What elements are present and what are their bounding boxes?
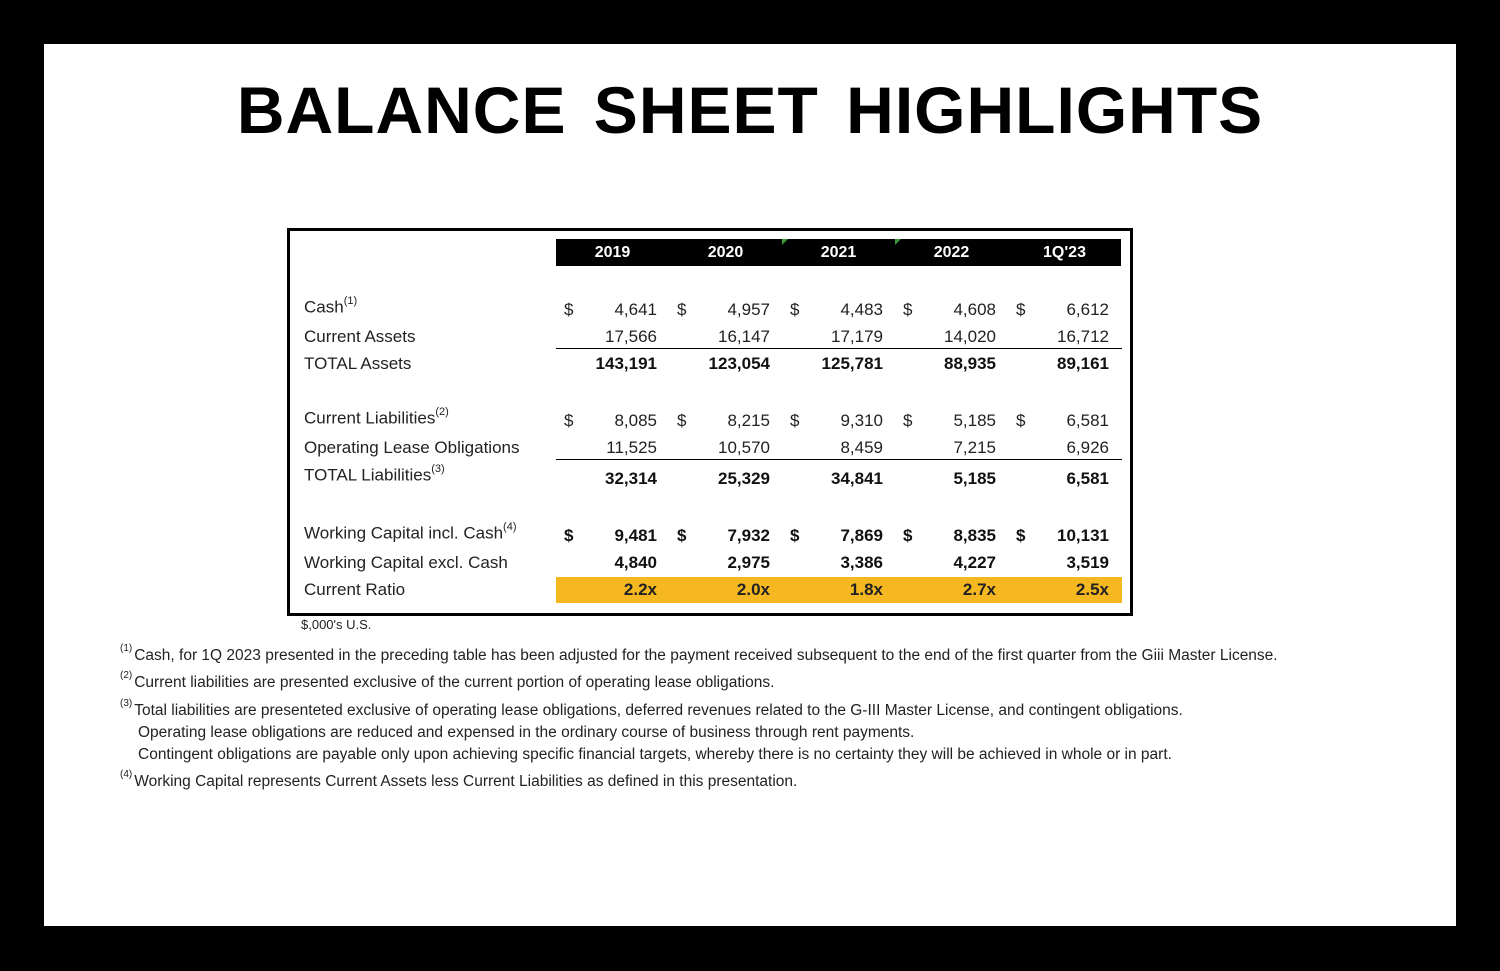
cell-value: 17,179 (831, 327, 883, 346)
row-label-total-assets: TOTAL Assets (304, 354, 412, 373)
footnote-marker: (2) (120, 670, 133, 681)
table-cell-current-ratio (556, 577, 669, 603)
table-cell-total-assets (782, 354, 895, 376)
footnote-marker: (4) (120, 769, 133, 780)
balance-sheet-table (287, 228, 1133, 616)
footnote-text: Cash, for 1Q 2023 presented in the preceding table has been adjusted for the payment received subsequent to the end of the first quarter from the Giii Master License. (134, 647, 1278, 665)
cell-value: 4,840 (614, 553, 657, 572)
cell-value: 2.0x (736, 580, 770, 599)
table-cell-total-liabilities (895, 469, 1008, 491)
table-cell-current-ratio (895, 577, 1008, 603)
row-label-wc-incl-cash: Working Capital incl. Cash$^{(4)}$ (304, 521, 517, 543)
dollar-sign: $ (677, 300, 687, 319)
table-cell-wc-excl (1008, 553, 1121, 575)
year-header-2022: 2022 (933, 244, 970, 261)
footnote-text: Operating lease obligations are reduced and expensed in the ordinary course of business through rent payments. (138, 724, 915, 742)
table-cell-current-assets (556, 327, 669, 349)
dollar-sign: $ (790, 411, 800, 430)
cell-value: 6,581 (1066, 469, 1109, 488)
cell-value: 11,525 (606, 438, 657, 457)
footnote-marker: (3) (120, 698, 133, 709)
cell-value: 7,932 (727, 526, 770, 545)
table-cell-wc-excl (782, 553, 895, 575)
cell-value: 2,975 (727, 553, 770, 572)
cell-value: 4,641 (614, 300, 657, 319)
cell-value: 8,835 (953, 526, 996, 545)
table-cell-wc-incl (1008, 526, 1121, 548)
table-cell-current-assets (1008, 327, 1121, 349)
year-header-2020: 2020 (707, 244, 744, 261)
table-cell-cash (556, 300, 669, 322)
cell-value: 5,185 (953, 469, 996, 488)
table-cell-current-assets (669, 327, 782, 349)
dollar-sign: $ (677, 411, 687, 430)
table-cell-current-ratio (1008, 577, 1121, 603)
table-cell-wc-incl (669, 526, 782, 548)
cell-value: 4,227 (953, 553, 996, 572)
footnote-text: Contingent obligations are payable only upon achieving specific financial targets, whereby there is no certainty they will be achieved in whole or in part. (138, 746, 1172, 764)
table-cell-current-ratio (669, 577, 782, 603)
page-title: BALANCE SHEET HIGHLIGHTS (236, 73, 1264, 147)
dollar-sign: $ (903, 411, 913, 430)
cell-value: 2.5x (1075, 580, 1109, 599)
table-cell-operating-lease (669, 438, 782, 460)
footnote-text: Current liabilities are presented exclusive of the current portion of operating lease obligations. (134, 674, 775, 692)
table-cell-total-liabilities (1008, 469, 1121, 491)
footnote-2 (120, 668, 774, 694)
footnote-marker: (1) (120, 643, 133, 654)
cell-value: 5,185 (953, 411, 996, 430)
cell-value: 16,712 (1057, 327, 1109, 346)
dollar-sign: $ (903, 526, 913, 545)
year-header-2021: 2021 (820, 244, 857, 261)
dollar-sign: $ (790, 526, 800, 545)
table-cell-total-assets (895, 354, 1008, 376)
cell-value: 2.2x (623, 580, 657, 599)
dollar-sign: $ (1016, 300, 1026, 319)
row-label-total-liabilities: TOTAL Liabilities$^{(3)}$ (304, 463, 445, 485)
slide (44, 44, 1456, 926)
units-note: $,000's U.S. (301, 617, 372, 632)
cell-value: 2.7x (962, 580, 996, 599)
cell-value: 4,957 (727, 300, 770, 319)
cell-value: 4,608 (953, 300, 996, 319)
cell-comment-marker (895, 239, 901, 245)
cell-value: 3,386 (840, 553, 883, 572)
cell-value: 8,085 (614, 411, 657, 430)
table-cell-total-liabilities (669, 469, 782, 491)
row-label-wc-excl-cash: Working Capital excl. Cash (304, 553, 508, 572)
table-cell-cash (895, 300, 1008, 322)
footnote-3 (120, 696, 1183, 766)
cell-value: 123,054 (708, 354, 770, 373)
table-cell-operating-lease (1008, 438, 1121, 460)
cell-value: 88,935 (944, 354, 996, 373)
row-label-current-ratio: Current Ratio (304, 580, 406, 599)
table-cell-current-ratio (782, 577, 895, 603)
cell-value: 125,781 (821, 354, 883, 373)
row-label-operating-lease: Operating Lease Obligations (304, 438, 520, 457)
year-header-2019: 2019 (594, 244, 631, 261)
cell-value: 9,310 (840, 411, 883, 430)
table-cell-wc-excl (556, 553, 669, 575)
table-cell-cash (669, 300, 782, 322)
dollar-sign: $ (790, 300, 800, 319)
cell-value: 7,215 (953, 438, 996, 457)
table-cell-total-assets (669, 354, 782, 376)
cell-value: 8,459 (840, 438, 883, 457)
cell-value: 34,841 (831, 469, 883, 488)
cell-value: 3,519 (1066, 553, 1109, 572)
cell-value: 10,570 (718, 438, 770, 457)
table-cell-total-assets (1008, 354, 1121, 376)
table-cell-total-liabilities (556, 469, 669, 491)
footnote-4 (120, 767, 797, 793)
dollar-sign: $ (677, 526, 687, 545)
table-cell-wc-excl (669, 553, 782, 575)
table-cell-current-liabilities (895, 411, 1008, 433)
row-label-cash: Cash$^{(1)}$ (304, 295, 358, 317)
table-cell-operating-lease (895, 438, 1008, 460)
footnote-1 (120, 641, 1278, 667)
cell-value: 6,926 (1066, 438, 1109, 457)
cell-value: 143,191 (595, 354, 657, 373)
cell-value: 4,483 (840, 300, 883, 319)
cell-value: 8,215 (727, 411, 770, 430)
current-ratio-highlight (556, 577, 1122, 603)
cell-value: 10,131 (1057, 526, 1109, 545)
cell-value: 17,566 (605, 327, 657, 346)
cell-value: 1.8x (849, 580, 883, 599)
table-cell-total-assets (556, 354, 669, 376)
year-header-1q23: 1Q'23 (1043, 244, 1086, 261)
table-cell-cash (782, 300, 895, 322)
cell-value: 89,161 (1057, 354, 1109, 373)
dollar-sign: $ (564, 300, 574, 319)
row-label-current-assets: Current Assets (304, 327, 416, 346)
dollar-sign: $ (1016, 526, 1026, 545)
cell-value: 6,612 (1066, 300, 1109, 319)
table-cell-wc-incl (556, 526, 669, 548)
footnote-text: Total liabilities are presenteted exclusive of operating lease obligations, deferred revenues related to the G-III Master License, and contingent obligations. (134, 702, 1183, 720)
footnote-text: Working Capital represents Current Assets less Current Liabilities as defined in this presentation. (134, 773, 798, 791)
cell-value: 7,869 (840, 526, 883, 545)
table-cell-current-liabilities (669, 411, 782, 433)
cell-comment-marker (782, 239, 788, 245)
row-label-current-liabilities: Current Liabilities$^{(2)}$ (304, 406, 449, 428)
year-header-bar (556, 239, 1121, 266)
table-cell-wc-incl (895, 526, 1008, 548)
dollar-sign: $ (564, 526, 574, 545)
table-cell-wc-excl (895, 553, 1008, 575)
table-cell-operating-lease (556, 438, 669, 460)
dollar-sign: $ (903, 300, 913, 319)
table-cell-cash (1008, 300, 1121, 322)
table-cell-current-liabilities (1008, 411, 1121, 433)
cell-value: 25,329 (718, 469, 770, 488)
cell-value: 14,020 (944, 327, 996, 346)
cell-value: 16,147 (718, 327, 770, 346)
table-cell-total-liabilities (782, 469, 895, 491)
cell-value: 9,481 (614, 526, 657, 545)
table-cell-current-assets (895, 327, 1008, 349)
table-cell-wc-incl (782, 526, 895, 548)
table-cell-current-liabilities (556, 411, 669, 433)
dollar-sign: $ (564, 411, 574, 430)
cell-value: 32,314 (605, 469, 657, 488)
dollar-sign: $ (1016, 411, 1026, 430)
table-cell-current-liabilities (782, 411, 895, 433)
table-cell-operating-lease (782, 438, 895, 460)
cell-value: 6,581 (1066, 411, 1109, 430)
table-cell-current-assets (782, 327, 895, 349)
